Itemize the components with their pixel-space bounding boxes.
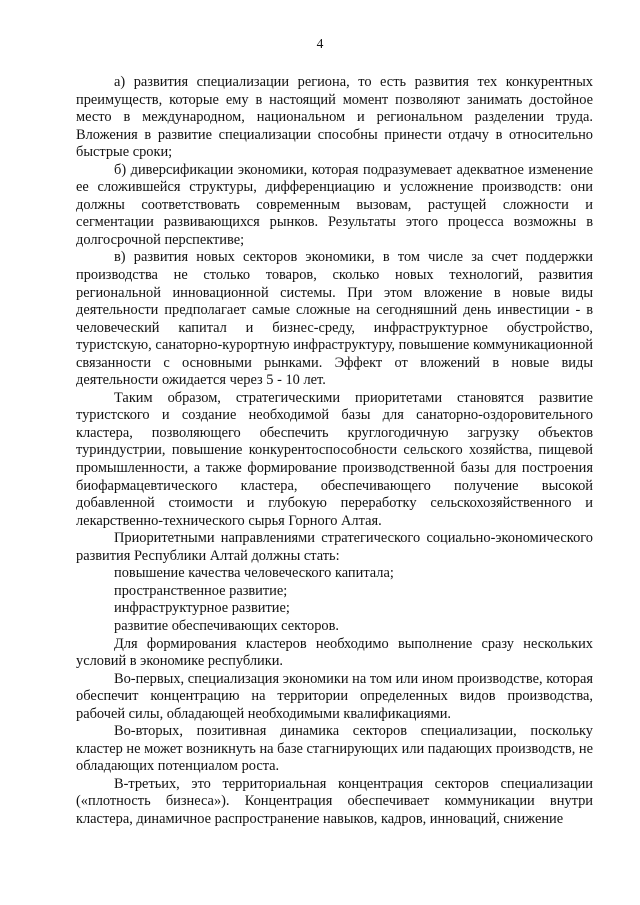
- page-number: 4: [316, 36, 324, 51]
- list-item: пространственное развитие;: [114, 582, 288, 599]
- paragraph-new-sectors: в) развития новых секторов экономики, в том числе за счет поддержки производства не столько товаров, сколько новых технологий, развития региональной инновационной системы. При этом вложение в новые виды деятельности предполагает самые сложные на сегодняшний день инвестиции - в человеческий капитал и бизнес-среду, инфраструктурное обустройство, туристскую, санаторно-курортную инфраструктуру, повышение коммуникационной связанности с основными рынками. Эффект от вложений в новые виды деятельности ожидается через 5 - 10 лет.: [76, 249, 593, 389]
- document-body: [76, 74, 593, 829]
- paragraph-diversification: б) диверсификации экономики, которая подразумевает адекватное изменение ее сложившейся структуры, дифференциацию и усложнение производств: они должны соответствовать современным вызовам, растущей сложности и сегментации развивающихся рынков. Результаты этого процесса возможны в долгосрочной перспективе;: [76, 161, 593, 248]
- list-item: инфраструктурное развитие;: [114, 600, 290, 617]
- list-item: развитие обеспечивающих секторов.: [114, 617, 340, 634]
- paragraph-priority-directions: Приоритетными направлениями стратегического социально-экономического развития Республики Алтай должны стать:: [76, 530, 593, 564]
- paragraph-specialization: а) развития специализации региона, то есть развития тех конкурентных преимуществ, которые ему в настоящий момент позволяют занимать достойное место в международном, национальном и региональном разделении труда. Вложения в развитие специализации способны принести отдачу в относительно быстрые сроки;: [76, 74, 593, 161]
- paragraph-third-condition: В-третьих, это территориальная концентрация секторов специализации («плотность бизнеса»). Концентрация обеспечивает коммуникации внутри кластера, динамичное распространение навыков, кадров, инноваций, снижение: [76, 775, 593, 827]
- list-item: повышение качества человеческого капитала;: [114, 565, 394, 582]
- paragraph-strategic-priorities: Таким образом, стратегическими приоритетами становятся развитие туристского и создание необходимой базы для санаторно-оздоровительного кластера, позволяющего обеспечить круглогодичную загрузку объектов туриндустрии, повышение конкурентоспособности сельского хозяйства, пищевой промышленности, а также формирование производственной базы для построения биофармацевтического кластера, обеспечивающего получение высокой добавленной стоимости и глубокую переработку сельскохозяйственного и лекарственно-технического сырья Горного Алтая.: [76, 389, 593, 529]
- paragraph-cluster-conditions: Для формирования кластеров необходимо выполнение сразу нескольких условий в экономике республики.: [76, 635, 593, 670]
- paragraph-first-condition: Во-первых, специализация экономики на том или ином производстве, которая обеспечит концентрацию на территории определенных видов производства, рабочей силы, обладающей необходимыми квалификациями.: [76, 670, 593, 722]
- paragraph-second-condition: Во-вторых, позитивная динамика секторов специализации, поскольку кластер не может возникнуть на базе стагнирующих или падающих производств, не обладающих потенциалом роста.: [76, 723, 593, 775]
